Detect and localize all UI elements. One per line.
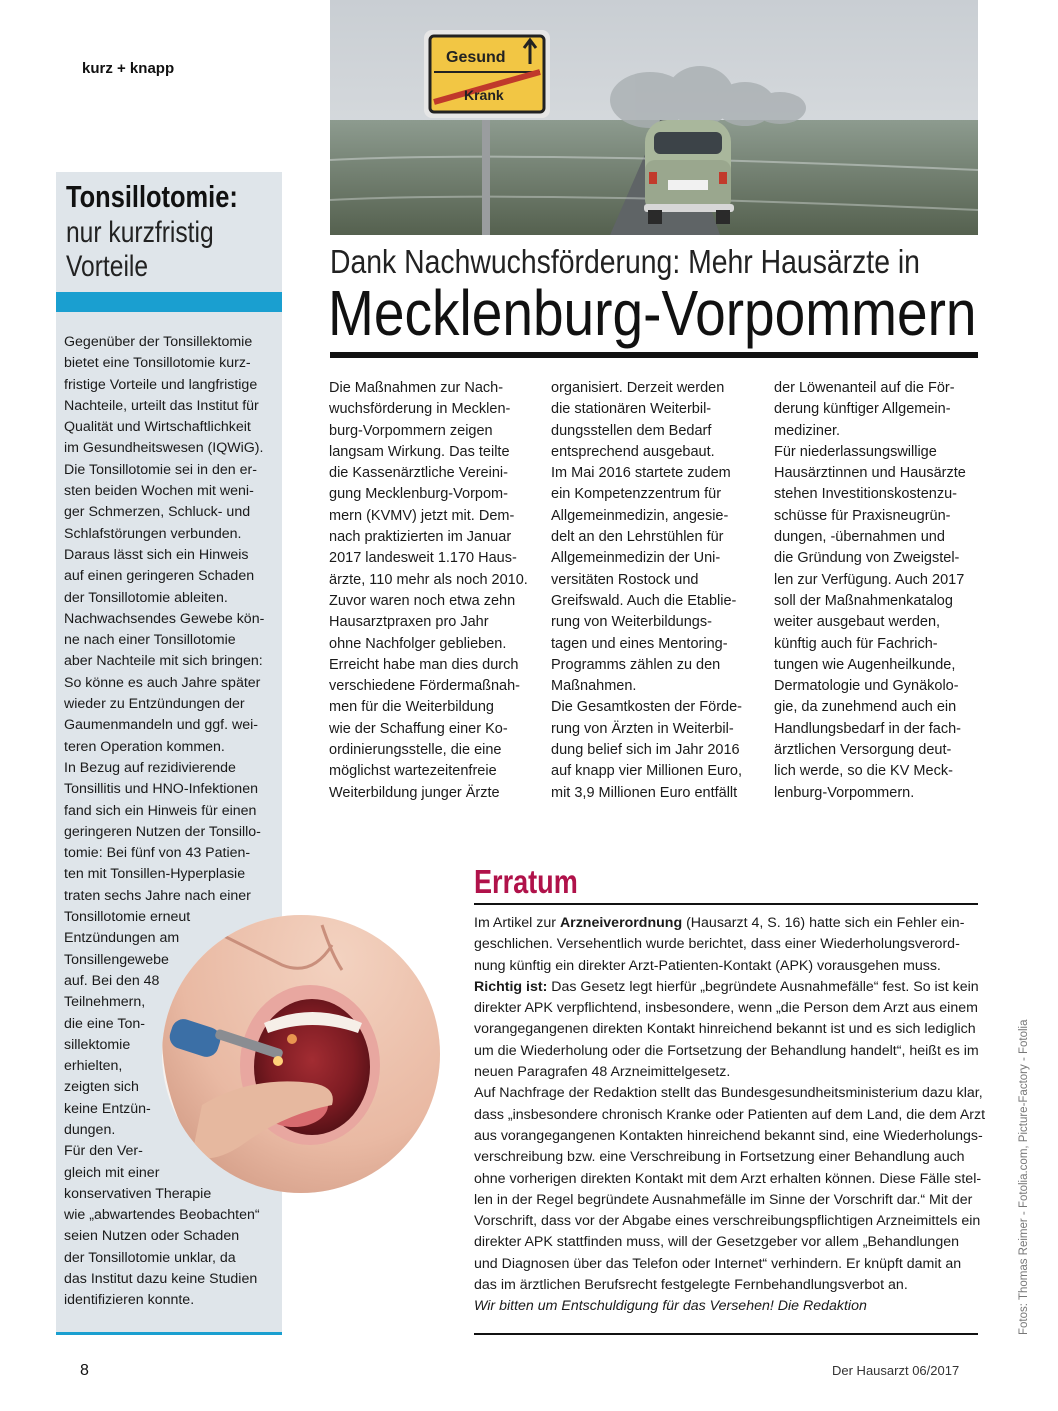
text-line: aber Nachteile mit sich bringen:	[64, 653, 263, 670]
erratum-topic: Arzneiverordnung	[559, 915, 683, 931]
text-line: 2017 landesweit 1.170 Haus-	[329, 550, 517, 567]
text-line: seien Nutzen oder Schaden	[64, 1228, 240, 1245]
headline-rule	[330, 352, 978, 358]
text-line: langsam Wirkung. Das teilte	[329, 443, 510, 460]
text-line: mern (KVMV) jetzt mit. Dem-	[329, 507, 515, 524]
erratum-bottom-rule	[474, 1333, 978, 1335]
section-label: kurz + knapp	[82, 60, 175, 77]
text-line: Entzündungen am	[64, 930, 180, 947]
text-line: Für den Ver-	[64, 1143, 143, 1160]
text-line: wieder zu Entzündungen der	[64, 696, 245, 713]
text-line: ohne vorherigen direkten Kontakt mit dem Arzt erhalten können. Diese Fälle stel-	[474, 1170, 982, 1187]
text-line: ein Kompetenzzentrum für	[551, 486, 722, 503]
text-line: Qualität und Wirtschaftlichkeit	[64, 419, 251, 436]
text-line: Greifswald. Auch die Etablie-	[551, 592, 737, 609]
text-line: bietet eine Tonsillotomie kurz-	[64, 355, 251, 372]
publication-footer: Der Hausarzt 06/2017	[832, 1363, 960, 1378]
text-line: ne nach einer Tonsillotomie	[64, 632, 236, 649]
text-line: direkter APK stattfinden muss, will der Gesetzgeber vor allem „Behandlungen	[474, 1234, 959, 1251]
erratum-line: nung künftig ein direkter Arzt-Patienten-Kontakt (APK) vorausgehen muss.	[474, 957, 941, 974]
erratum-correction-label: Richtig ist:	[474, 978, 548, 995]
text-line: geringeren Nutzen der Tonsillo-	[64, 823, 261, 840]
text-line: Für niederlassungswillige	[774, 443, 937, 460]
text-line: stehen Investitionskostenzu-	[774, 486, 957, 503]
sidebar-subtitle	[66, 216, 214, 284]
text-line: sillektomie	[64, 1036, 131, 1053]
text-line: ordinierungsstelle, die eine	[329, 742, 502, 759]
text-line: ärztlichen Versorgung deut-	[774, 742, 952, 759]
text-line: entsprechend ausgebaut.	[551, 443, 715, 460]
text-line: Vorschrift, dass vor der Abgabe eines verschreibungspflichtigen Arzneimittels ein	[474, 1213, 981, 1230]
text-line: im Gesundheitswesen (IQWiG).	[64, 440, 264, 457]
text-line: dung belief sich im Jahr 2016	[551, 742, 740, 759]
text-line: dungen, -übernahmen und	[774, 529, 945, 546]
text-line: fristige Vorteile und langfristige	[64, 376, 258, 393]
text-line: Weiterbildung junger Ärzte	[329, 784, 500, 801]
text-line: tungen wie Augenheilkunde,	[774, 656, 956, 673]
text-line: direkter APK verpflichtend, insbesondere, wenn „die Person dem Arzt aus einem	[474, 1000, 978, 1017]
text-line: traten sechs Jahre nach einer	[64, 887, 251, 904]
text-line: Dermatologie und Gynäkolo-	[774, 678, 959, 695]
text-line: Allgemeinmedizin, angesie-	[551, 507, 729, 524]
text-line: Maßnahmen.	[551, 678, 637, 695]
text-line: Auf Nachfrage der Redaktion stellt das Bundesgesundheitsministerium dazu klar,	[474, 1085, 983, 1102]
text-line: Zuvor waren noch etwa zehn	[329, 592, 516, 609]
text-line: gie, da zunehmend auch ein	[774, 699, 957, 716]
text-line: So könne es auch Jahre später	[64, 674, 261, 691]
sidebar-bottom-rule	[56, 1332, 282, 1335]
page-number: 8	[80, 1362, 89, 1379]
text-line: men für die Weiterbildung	[329, 699, 494, 716]
article-column-3	[774, 378, 966, 804]
text-line: ten mit Tonsillen-Hyperplasie	[64, 866, 246, 883]
erratum-rule	[474, 903, 978, 905]
text-line: identifizieren konnte.	[64, 1292, 195, 1309]
article-kicker: Dank Nachwuchsförderung: Mehr Hausärzte in	[330, 243, 920, 280]
text-line: neuen Paragrafen 48 Arzneimittelgesetz.	[474, 1064, 731, 1081]
text-line: die Kassenärztliche Vereini-	[329, 465, 508, 482]
text-line: konservativen Therapie	[64, 1185, 212, 1202]
text-line: Handlungsbedarf in der fach-	[774, 720, 962, 737]
text-line: Tonsillotomie erneut	[64, 909, 191, 926]
text-line: Hausarztpraxen pro Jahr	[329, 614, 489, 631]
text-line: verschreibung bzw. eine Verschreibung in Fortsetzung einer Behandlung auch	[474, 1149, 965, 1166]
erratum-title: Erratum	[474, 863, 578, 900]
text-line: verschiedene Fördermaßnah-	[329, 678, 521, 695]
text-line: künftig auch für Fachrich-	[774, 635, 938, 652]
text-line: das im ärztlichen Berufsrecht festgelegte Fernbehandlungsverbot an.	[474, 1277, 908, 1294]
text-line: Programms zählen zu den	[551, 656, 721, 673]
text-line: burg-Vorpommern zeigen	[329, 422, 493, 439]
erratum-line: Richtig ist: Das Gesetz legt hierfür „begründete Ausnahmefälle“ fest. So ist kein	[474, 978, 979, 995]
text-line: der Löwenanteil auf die För-	[774, 380, 955, 396]
text-line: lich werde, so die KV Meck-	[774, 763, 953, 780]
text-line: der Tonsillotomie ableiten.	[64, 589, 228, 606]
erratum-apology: Wir bitten um Entschuldigung für das Versehen! Die Redaktion	[474, 1298, 867, 1315]
sign-text-gesund: Gesund	[446, 49, 506, 66]
text-line: wie „abwartendes Beobachten“	[64, 1207, 260, 1224]
text-line: auf knapp vier Millionen Euro,	[551, 763, 743, 780]
text-line: Nachwachsendes Gewebe kön-	[64, 610, 265, 627]
text-line: len in der Regel begründete Ausnahmefälle im Sinne der Vorschrift dar.“ Mit der	[474, 1191, 973, 1208]
text-line: soll der Maßnahmenkatalog	[774, 592, 953, 609]
throat-exam-photo	[162, 915, 440, 1193]
text-line: Die Gesamtkosten der Förde-	[551, 699, 742, 716]
sign-text-krank: Krank	[464, 87, 504, 103]
text-line: und Diagnosen über das Telefon oder Internet“ verhindern. Er knüpft damit an	[474, 1255, 962, 1272]
text-line: Hausärztinnen und Hausärzte	[774, 465, 966, 482]
text-line: Die Maßnahmen zur Nach-	[329, 380, 504, 396]
text-line: zeigten sich	[64, 1079, 139, 1096]
photo-credit: Fotos: Thomas Reimer - Fotolia.com, Picture-Factory - Fotolia	[1018, 1019, 1030, 1335]
text-line: ohne Nachfolger geblieben.	[329, 635, 507, 652]
erratum-line: geschlichen. Versehentlich wurde berichtet, dass einer Wiederholungsverord-	[474, 936, 960, 953]
text-line: gleich mit einer	[64, 1164, 160, 1181]
text-line: dungen.	[64, 1121, 116, 1138]
text-line: ger Schmerzen, Schluck- und	[64, 504, 251, 521]
text-line: die Gründung von Zweigstel-	[774, 550, 960, 567]
text-line: Nachteile, urteilt das Institut für	[64, 397, 259, 414]
sidebar-title: Tonsillotomie:	[66, 179, 238, 214]
text-line: vorangegangenen direkten Kontakt hinreichend bekannt ist und es sich lediglich	[474, 1021, 976, 1038]
text-line: derung künftiger Allgemein-	[774, 401, 951, 418]
text-line: teren Operation kommen.	[64, 738, 225, 755]
text-line: die stationären Weiterbil-	[551, 401, 712, 418]
text-line: versitäten Rostock und	[551, 571, 699, 588]
article-column-2	[551, 378, 742, 804]
erratum-body	[474, 913, 984, 1318]
text-line: sten beiden Wochen mit weni-	[64, 483, 254, 500]
text-line: Daraus lässt sich ein Hinweis	[64, 546, 249, 563]
text-line: Im Mai 2016 startete zudem	[551, 465, 731, 482]
text-line: um die Wiederholung oder die Fortsetzung der Behandlung handelt“, heißt es im	[474, 1042, 979, 1059]
text-line: aus vorangegangenen Kontakten hinreichend bekannt sind, eine Wiederholungs-	[474, 1127, 983, 1144]
text-line: Erreicht habe man dies durch	[329, 656, 519, 673]
article-headline: Mecklenburg-Vorpommern	[328, 277, 977, 349]
text-line: lenburg-Vorpommern.	[774, 784, 915, 801]
text-line: Teilnehmern,	[64, 994, 146, 1011]
text-line: auf. Bei den 48	[64, 972, 160, 989]
text-line: der Tonsillotomie unklar, da	[64, 1249, 236, 1266]
text-line: fand sich ein Hinweis für einen	[64, 802, 257, 819]
sidebar-accent-bar	[56, 292, 282, 312]
erratum-line: Im Artikel zur Arzneiverordnung (Hausarzt 4, S. 16) hatte sich ein Fehler ein-	[474, 915, 965, 931]
text-line: gung Mecklenburg-Vorpom-	[329, 486, 508, 503]
text-line: dungsstellen dem Bedarf	[551, 422, 712, 439]
text-line: die eine Ton-	[64, 1015, 145, 1032]
text-line: ärzte, 110 mehr als noch 2010.	[329, 571, 528, 588]
sidebar-subtitle-line: Vorteile	[66, 250, 149, 283]
text-line: In Bezug auf rezidivierende	[64, 759, 236, 776]
text-line: Die Tonsillotomie sei in den er-	[64, 461, 257, 478]
text-line: rung von Ärzten in Weiterbil-	[551, 720, 734, 737]
text-line: Schlafstörungen verbunden.	[64, 525, 242, 542]
text-line: auf einen geringeren Schaden	[64, 568, 255, 585]
text-line: tomie: Bei fünf von 43 Patien-	[64, 845, 251, 862]
text-line: Gegenüber der Tonsillektomie	[64, 334, 253, 350]
text-line: Gaumenmandeln und ggf. wei-	[64, 717, 259, 734]
text-line: schüsse für Praxisneugrün-	[774, 507, 951, 524]
text-line: mediziner.	[774, 422, 841, 439]
text-line: len zur Verfügung. Auch 2017	[774, 571, 965, 588]
text-line: das Institut dazu keine Studien	[64, 1271, 258, 1288]
article-column-1	[329, 378, 528, 804]
text-line: erhielten,	[64, 1058, 123, 1075]
text-line: Tonsillitis und HNO-Infektionen	[64, 781, 258, 798]
text-line: organisiert. Derzeit werden	[551, 380, 725, 396]
text-line: weiter ausgebaut werden,	[774, 614, 941, 631]
text-line: dass „insbesondere chronisch Kranke oder Patienten auf dem Land, die dem Arzt	[474, 1106, 986, 1123]
text-line: Tonsillengewebe	[64, 951, 169, 968]
sidebar-subtitle-line: nur kurzfristig	[66, 216, 214, 249]
text-line: mit 3,9 Millionen Euro entfällt	[551, 784, 738, 801]
text-line: wuchsförderung in Mecklen-	[329, 401, 511, 418]
text-line: Allgemeinmedizin der Uni-	[551, 550, 721, 567]
text-line: möglichst wartezeitenfreie	[329, 763, 497, 780]
country-road-photo	[330, 0, 978, 235]
text-line: delt an den Lehrstühlen für	[551, 529, 724, 546]
text-line: tagen und eines Mentoring-	[551, 635, 728, 652]
text-line: nach praktizierten im Januar	[329, 529, 512, 546]
text-line: rung von Weiterbildungs-	[551, 614, 712, 631]
text-line: wie der Schaffung einer Ko-	[329, 720, 508, 737]
text-line: keine Entzün-	[64, 1100, 151, 1117]
